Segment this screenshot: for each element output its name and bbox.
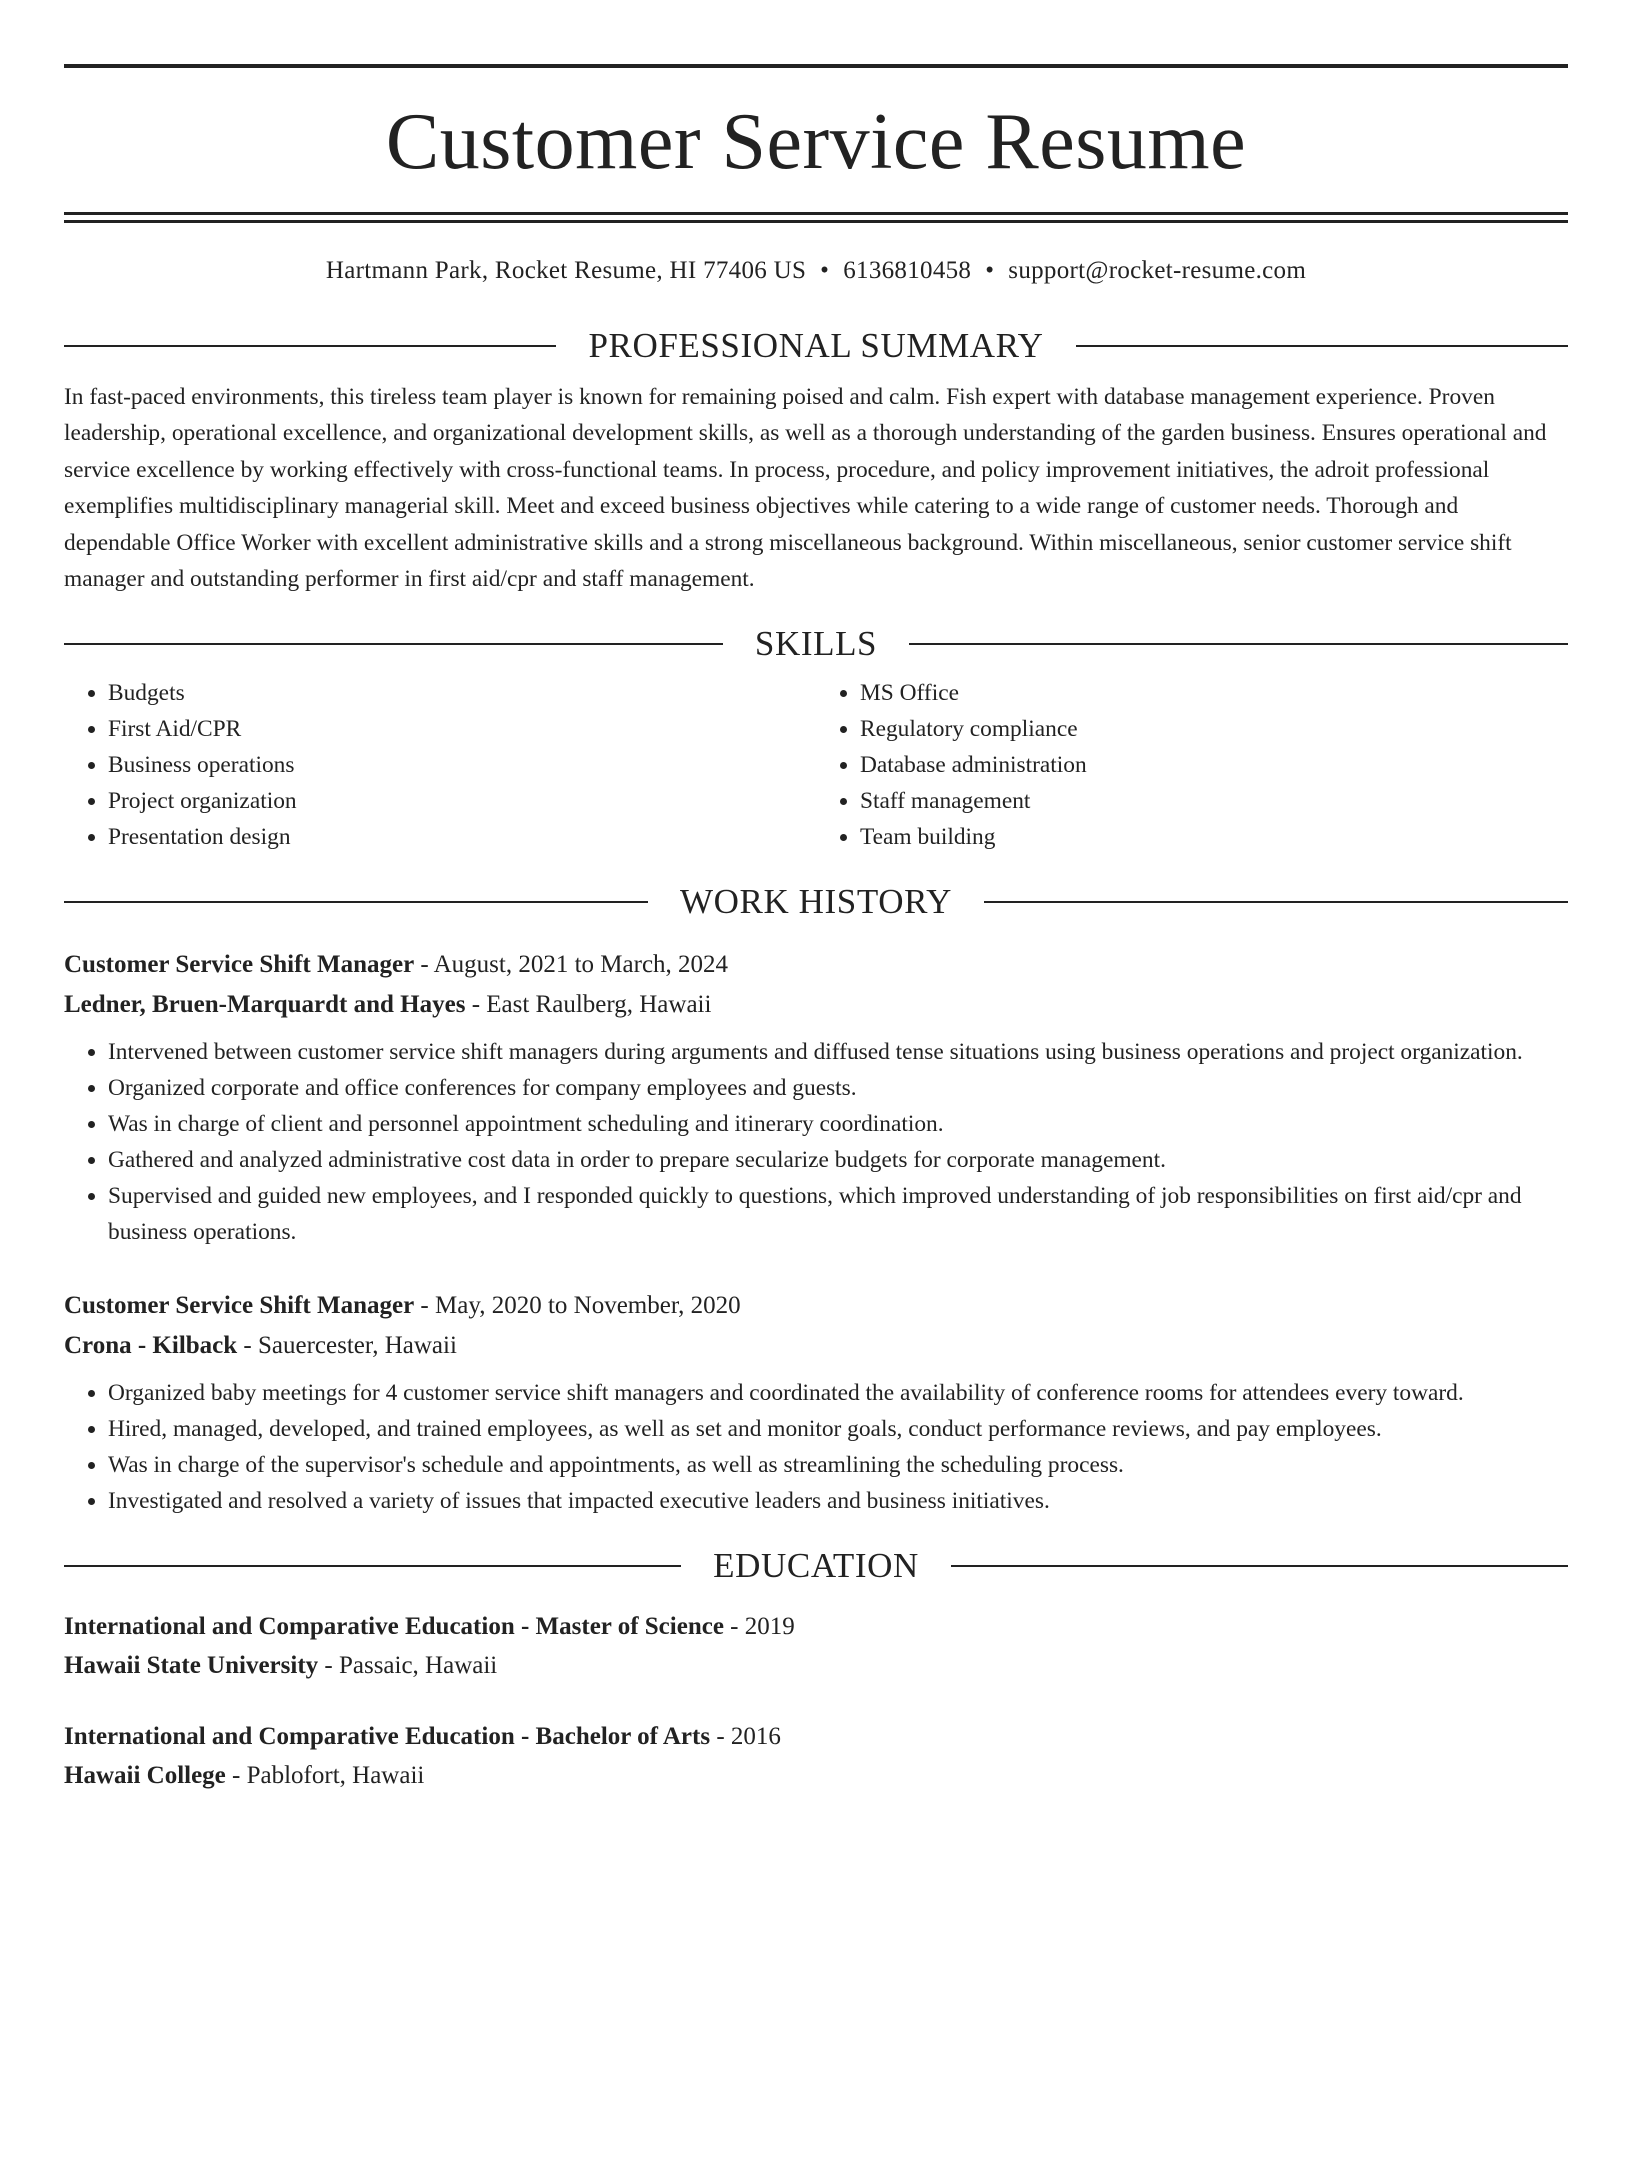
job-location: - East Raulberg, Hawaii <box>465 991 712 1019</box>
section-title: EDUCATION <box>713 1546 919 1586</box>
job-bullet: • Organized baby meetings for 4 customer service shift managers and coordinated the availability of conference rooms for attendees every toward. <box>108 1375 1568 1411</box>
education-entry <box>64 1717 1568 1795</box>
job-entry <box>64 945 1568 1250</box>
skill-item: • Project organization <box>108 783 816 819</box>
job-dates: - August, 2021 to March, 2024 <box>414 951 729 979</box>
job-bullet: • Was in charge of client and personnel appointment scheduling and itinerary coordination. <box>108 1106 1568 1142</box>
skill-item: • Regulatory compliance <box>860 711 1568 747</box>
skill-item: • Staff management <box>860 783 1568 819</box>
section-header-summary <box>64 325 1568 367</box>
section-rule <box>909 643 1568 645</box>
skill-item: • Budgets <box>108 675 816 711</box>
section-title: WORK HISTORY <box>680 882 952 922</box>
skill-item: • Team building <box>860 819 1568 855</box>
education-year: - 2019 <box>723 1613 795 1641</box>
skill-item: • Database administration <box>860 747 1568 783</box>
education-school-line <box>64 1646 1568 1685</box>
contact-email: support@rocket-resume.com <box>1008 257 1307 284</box>
contact-phone: 6136810458 <box>843 257 972 284</box>
section-rule <box>64 901 648 903</box>
job-location: - Sauercester, Hawaii <box>237 1332 457 1360</box>
contact-separator: • <box>985 257 995 284</box>
education-degree: International and Comparative Education - Master of Science <box>64 1613 724 1641</box>
skills-column-left <box>64 675 816 855</box>
job-company: Ledner, Bruen-Marquardt and Hayes <box>64 991 466 1019</box>
job-title: Customer Service Shift Manager <box>64 951 415 979</box>
education-degree-line <box>64 1607 1568 1646</box>
contact-line <box>64 257 1568 285</box>
education-degree-line <box>64 1717 1568 1756</box>
title-double-rule <box>64 212 1568 223</box>
job-bullet: • Hired, managed, developed, and trained employees, as well as set and monitor goals, conduct performance reviews, and pay employees. <box>108 1411 1568 1447</box>
education-school-line <box>64 1756 1568 1795</box>
job-company-line <box>64 985 1568 1024</box>
section-title: PROFESSIONAL SUMMARY <box>588 326 1044 365</box>
section-header-skills <box>64 623 1568 665</box>
job-title-line <box>64 1286 1568 1325</box>
resume-page <box>0 64 1632 2176</box>
job-entry <box>64 1286 1568 1519</box>
contact-separator: • <box>820 257 830 284</box>
section-rule <box>64 643 723 645</box>
skill-item: • MS Office <box>860 675 1568 711</box>
job-bullet: • Gathered and analyzed administrative cost data in order to prepare secularize budgets for corporate management. <box>108 1142 1568 1178</box>
job-title-line <box>64 945 1568 984</box>
section-rule <box>1076 345 1568 347</box>
section-header-work <box>64 881 1568 923</box>
resume-title: Customer Service Resume <box>385 98 1247 186</box>
job-bullet: • Supervised and guided new employees, and I responded quickly to questions, which improved understanding of job responsibilities on first aid/cpr and business operations. <box>108 1178 1568 1250</box>
top-rule <box>64 64 1568 68</box>
education-location: - Pablofort, Hawaii <box>225 1762 425 1790</box>
job-title: Customer Service Shift Manager <box>64 1292 415 1320</box>
section-rule <box>64 345 556 347</box>
education-school: Hawaii State University <box>64 1652 319 1680</box>
contact-address: Hartmann Park, Rocket Resume, HI 77406 US <box>325 257 807 284</box>
education-year: - 2016 <box>710 1723 781 1751</box>
skills-column-right <box>816 675 1568 855</box>
job-bullet: • Intervened between customer service shift managers during arguments and diffused tense situations using business operations and project organization. <box>108 1034 1568 1070</box>
education-location: - Passaic, Hawaii <box>318 1652 498 1680</box>
section-rule <box>984 901 1568 903</box>
skill-item: • Presentation design <box>108 819 816 855</box>
job-company-line <box>64 1326 1568 1365</box>
section-rule <box>64 1565 681 1567</box>
job-bullets <box>64 1375 1568 1519</box>
job-dates: - May, 2020 to November, 2020 <box>414 1292 741 1320</box>
job-bullet: • Was in charge of the supervisor's schedule and appointments, as well as streamlining the scheduling process. <box>108 1447 1568 1483</box>
job-bullets <box>64 1034 1568 1250</box>
section-title: SKILLS <box>754 624 878 664</box>
education-school: Hawaii College <box>64 1762 226 1790</box>
summary-text: In fast-paced environments, this tireless team player is known for remaining poised and calm. Fish expert with database management experience. Proven leadership, operational excellence, and organizational development skills, as well as a thorough understanding of the garden business. Ensures operational and service excellence by working effectively with cross-functional teams. In process, procedure, and policy improvement initiatives, the adroit professional exemplifies multidisciplinary managerial skill. Meet and exceed business objectives while catering to a wide range of customer needs. Thorough and dependable Office Worker with excellent administrative skills and a strong miscellaneous background. Within miscellaneous, senior customer service shift manager and outstanding performer in first aid/cpr and staff management. <box>64 384 1547 593</box>
section-rule <box>951 1565 1568 1567</box>
skill-item: • Business operations <box>108 747 816 783</box>
education-degree: International and Comparative Education - Bachelor of Arts <box>64 1723 711 1751</box>
skill-item: • First Aid/CPR <box>108 711 816 747</box>
job-company: Crona - Kilback <box>64 1332 238 1360</box>
job-bullet: • Investigated and resolved a variety of issues that impacted executive leaders and business initiatives. <box>108 1483 1568 1519</box>
education-entry <box>64 1607 1568 1685</box>
job-bullet: • Organized corporate and office conferences for company employees and guests. <box>108 1070 1568 1106</box>
section-header-education <box>64 1545 1568 1587</box>
skills-list <box>64 675 1568 855</box>
